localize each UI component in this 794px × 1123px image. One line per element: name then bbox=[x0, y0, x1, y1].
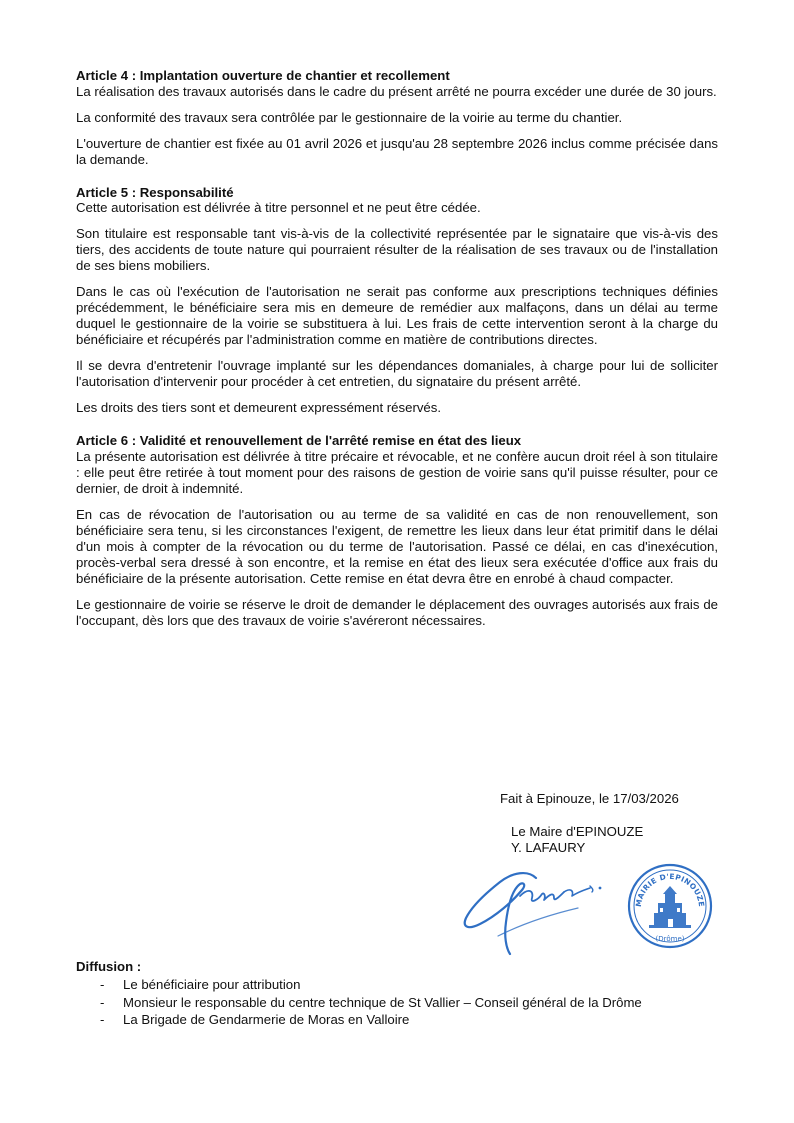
article-title: Article 6 : Validité et renouvellement de l'arrêté remise en état des lieux bbox=[76, 433, 522, 448]
document-body bbox=[76, 68, 718, 646]
article-paragraph: Il se devra d'entretenir l'ouvrage implanté sur les dépendances domaniales, à charge pour lui de solliciter l'autorisation d'intervenir pour procéder à cet entretien, du signataire du présent arrêté. bbox=[76, 358, 718, 389]
article-paragraph: Dans le cas où l'exécution de l'autorisation ne serait pas conforme aux prescriptions techniques définies précédemment, le bénéficiaire sera mis en demeure de remédier aux malfaçons, dans un délai au terme duquel le gestionnaire de la voirie se substituera à lui. Les frais de cette intervention seront à la charge du bénéficiaire et récupérés par l'administration comme en matière de contributions directes. bbox=[76, 284, 718, 347]
article-title: Article 5 : Responsabilité bbox=[76, 184, 234, 200]
article-4 bbox=[76, 68, 718, 168]
article-paragraph: La réalisation des travaux autorisés dans le cadre du présent arrêté ne pourra excéder une durée de 30 jours. bbox=[76, 83, 717, 99]
mayor-title: Le Maire d'EPINOUZE bbox=[511, 824, 644, 839]
article-paragraph: Son titulaire est responsable tant vis-à-vis de la collectivité représentée par le signataire que vis-à-vis des tiers, des accidents de toute nature qui pourraient résulter de la réalisation de ses travaux ou de l'installation de ses biens mobiliers. bbox=[76, 226, 718, 273]
article-paragraph: Les droits des tiers sont et demeurent expressément réservés. bbox=[76, 400, 442, 415]
list-bullet: - bbox=[100, 977, 105, 992]
svg-text:MAIRIE D'EPINOUZE: MAIRIE D'EPINOUZE bbox=[633, 871, 707, 908]
article-title: Article 4 : Implantation ouverture de chantier et recollement bbox=[76, 68, 450, 83]
list-item-text: Le bénéficiaire pour attribution bbox=[123, 977, 301, 992]
list-item bbox=[76, 994, 718, 1012]
article-paragraph: La présente autorisation est délivrée à titre précaire et révocable, et ne confère aucun droit réel à son titulaire : elle peut être retirée à tout moment pour des raisons de gestion de voirie sans qu'il puisse résulter, pour ce dernier, de droit à indemnité. bbox=[76, 448, 718, 496]
diffusion-list bbox=[76, 976, 718, 1029]
place-date: Fait à Epinouze, le 17/03/2026 bbox=[500, 791, 679, 806]
article-paragraph: L'ouverture de chantier est fixée au 01 avril 2026 et jusqu'au 28 septembre 2026 inclus comme précisée dans la demande. bbox=[76, 135, 718, 167]
article-paragraph: La conformité des travaux sera contrôlée par le gestionnaire de la voirie au terme du chantier. bbox=[76, 109, 623, 125]
diffusion-section bbox=[76, 959, 718, 1029]
diffusion-title: Diffusion : bbox=[76, 959, 142, 974]
article-paragraph: En cas de révocation de l'autorisation ou au terme de sa validité en cas de non renouvellement, son bénéficiaire sera tenu, si les circonstances l'exigent, de remettre les lieux dans leur état primitif dans le délai d'un mois à compter de la révocation ou du terme de l'autorisation. Passé ce délai, en cas d'inexécution, procès-verbal sera dressé à son encontre, et la remise en état des lieux sera exécutée d'office aux frais du bénéficiaire de la présente autorisation. Cette remise en état devra être en enrobé à chaud compacter. bbox=[76, 506, 718, 586]
article-5 bbox=[76, 185, 718, 417]
mayor-seal bbox=[627, 863, 713, 949]
article-6 bbox=[76, 433, 718, 629]
list-bullet: - bbox=[100, 994, 105, 1010]
handwritten-signature bbox=[458, 866, 618, 958]
mayor-name: Y. LAFAURY bbox=[511, 840, 586, 855]
list-item bbox=[76, 976, 718, 994]
article-paragraph: Cette autorisation est délivrée à titre personnel et ne peut être cédée. bbox=[76, 200, 481, 215]
list-item-text: La Brigade de Gendarmerie de Moras en Valloire bbox=[123, 1012, 410, 1027]
article-paragraph: Le gestionnaire de voirie se réserve le droit de demander le déplacement des ouvrages autorisés aux frais de l'occupant, dès lors que des travaux de voirie s'avéreront nécessaires. bbox=[76, 596, 718, 628]
list-item bbox=[76, 1011, 718, 1029]
list-bullet: - bbox=[100, 1012, 105, 1027]
list-item-text: Monsieur le responsable du centre technique de St Vallier – Conseil général de la Drôme bbox=[123, 994, 642, 1010]
svg-text:(Drôme): (Drôme) bbox=[655, 935, 685, 943]
